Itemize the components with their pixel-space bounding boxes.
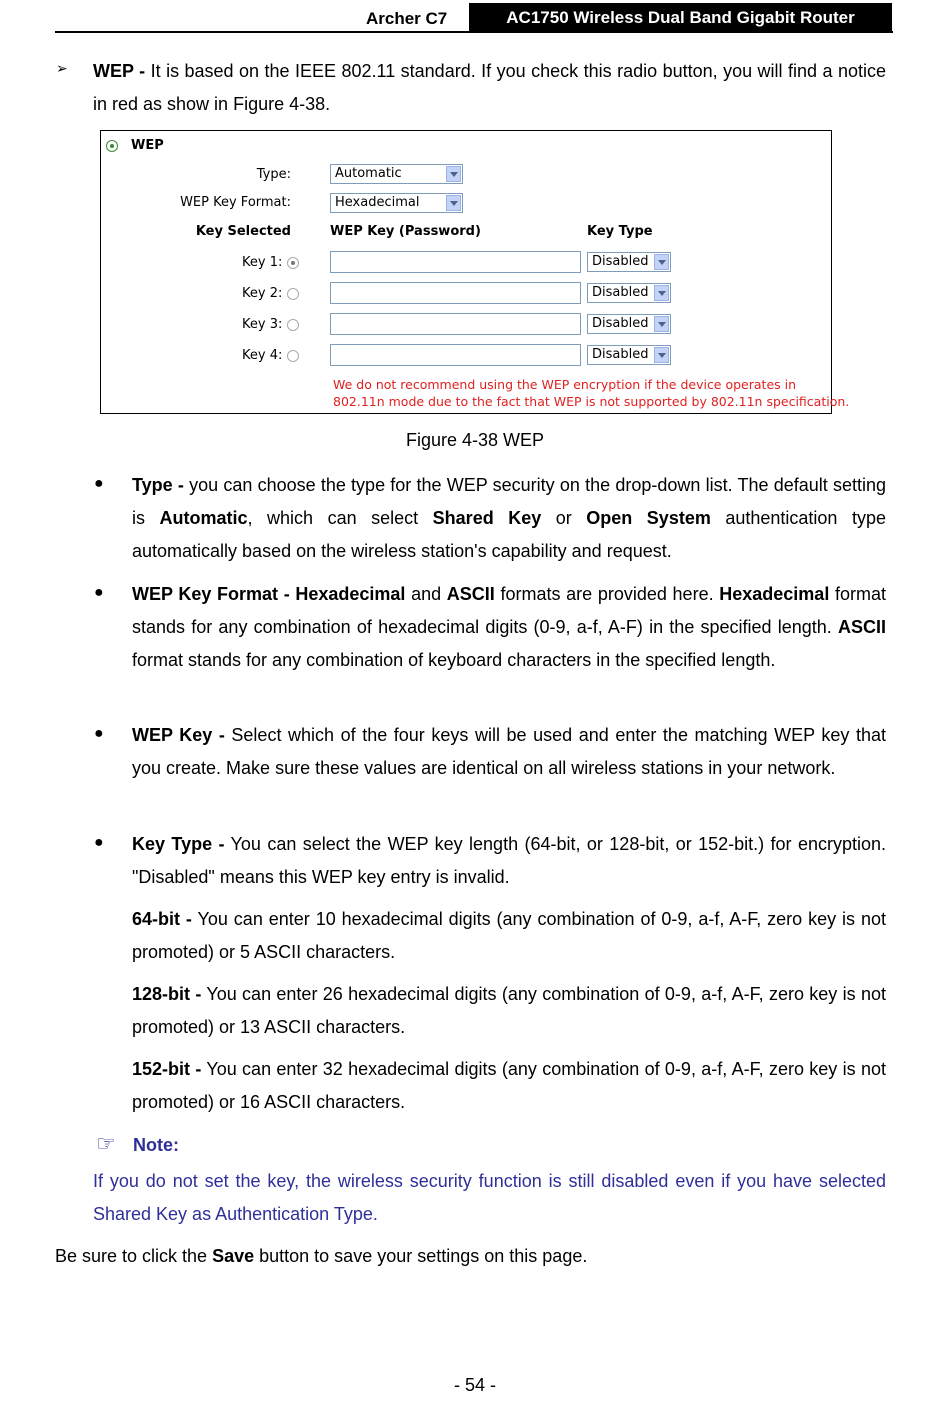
key-type-header: Key Type	[587, 224, 653, 239]
note-text: If you do not set the key, the wireless security function is still disabled even if you have selected Shared Key as Authentication Type.	[93, 1171, 886, 1224]
chevron-down-icon	[654, 347, 669, 363]
closing-save-term: Save	[212, 1246, 255, 1266]
key-4-radio[interactable]	[287, 350, 299, 362]
bullet-wep-key	[132, 719, 886, 785]
key-2-radio[interactable]	[287, 288, 299, 300]
bullet-wep-key-format	[132, 578, 886, 677]
bullet-format-bold-1: ASCII	[446, 584, 495, 604]
chevron-down-icon	[654, 254, 669, 270]
bullet-format-text-3: format stands for any combination of hexadecimal digits (0-9, a-f, A-F) in the specified length.	[132, 584, 887, 637]
bullet-format-text-2: formats are provided here.	[494, 584, 720, 604]
bullet-dot-icon: ●	[94, 834, 104, 851]
bullet-format-bold-3: ASCII	[837, 617, 886, 637]
sub-64-text: You can enter 10 hexadecimal digits (any combination of 0-9, a-f, A-F, zero key is not promoted) or 5 ASCII characters.	[132, 909, 886, 962]
bullet-type-text-2: , which can select	[247, 508, 433, 528]
chevron-down-icon	[446, 195, 461, 211]
intro-text: It is based on the IEEE 802.11 standard. If you check this radio button, you will find a notice in red as show in Figure 4-38.	[93, 61, 887, 114]
bullet-format-bold-2: Hexadecimal	[719, 584, 830, 604]
wep-key-format-value: Hexadecimal	[335, 195, 420, 210]
bullet-type-bold-3: Open System	[586, 508, 711, 528]
bullet-dot-icon: ●	[94, 584, 104, 601]
bullet-type-bold-1: Automatic	[159, 508, 248, 528]
wep-warning-notice	[333, 376, 849, 410]
key-1-input[interactable]	[330, 251, 581, 273]
figure-caption: Figure 4-38 WEP	[405, 430, 545, 450]
bullet-key-term: WEP Key -	[132, 725, 225, 745]
chevron-down-icon	[446, 166, 461, 182]
key-4-type-value: Disabled	[592, 347, 649, 362]
bullet-dot-icon: ●	[94, 475, 104, 492]
header-title: AC1750 Wireless Dual Band Gigabit Router	[469, 3, 892, 32]
key-3-input[interactable]	[330, 313, 581, 335]
bullet-format-text-4: format stands for any combination of keyboard characters in the specified length.	[132, 650, 776, 670]
bullet-type-text-3: or	[541, 508, 587, 528]
key-1-radio[interactable]	[287, 257, 299, 269]
bullet-keytype-text: You can select the WEP key length (64-bit, or 128-bit, or 152-bit.) for encryption. "Disabled" means this WEP key entry is invalid.	[132, 834, 886, 887]
bullet-format-text-1: and	[405, 584, 447, 604]
bullet-type-bold-2: Shared Key	[432, 508, 542, 528]
intro-paragraph	[93, 55, 886, 121]
type-label: Type:	[256, 167, 291, 182]
key-1-type-value: Disabled	[592, 254, 649, 269]
wep-mode-label: WEP	[131, 138, 164, 153]
sub-152-bit	[132, 1053, 886, 1119]
bullet-type-text-1: you can choose the type for the WEP security on the drop-down list. The default setting is	[132, 475, 887, 528]
key-4-label: Key 4:	[242, 348, 283, 363]
sub-64-bit	[132, 903, 886, 969]
sub-128-text: You can enter 26 hexadecimal digits (any combination of 0-9, a-f, A-F, zero key is not promoted) or 13 ASCII characters.	[132, 984, 886, 1037]
bullet-dot-icon: ●	[94, 725, 104, 742]
wep-key-format-label: WEP Key Format:	[180, 195, 291, 210]
bullet-key-type	[132, 828, 886, 894]
key-3-radio[interactable]	[287, 319, 299, 331]
wep-settings-figure	[100, 130, 850, 414]
intro-term: WEP -	[93, 61, 146, 81]
closing-paragraph	[55, 1240, 885, 1273]
hand-pointer-icon: ☞	[96, 1131, 116, 1156]
note-title: Note:	[133, 1135, 179, 1155]
key-3-type-value: Disabled	[592, 316, 649, 331]
wep-radio[interactable]	[106, 140, 118, 152]
arrow-bullet-icon: ➢	[56, 60, 68, 76]
key-2-type-value: Disabled	[592, 285, 649, 300]
bullet-type-text-4: authentication type automatically based on the wireless station's capability and request.	[132, 508, 886, 561]
key-1-label: Key 1:	[242, 255, 283, 270]
sub-152-text: You can enter 32 hexadecimal digits (any combination of 0-9, a-f, A-F, zero key is not promoted) or 16 ASCII characters.	[132, 1059, 886, 1112]
key-2-type-select[interactable]	[587, 283, 671, 303]
bullet-format-term: WEP Key Format - Hexadecimal	[132, 584, 406, 604]
sub-152-term: 152-bit -	[132, 1059, 202, 1079]
sub-128-term: 128-bit -	[132, 984, 202, 1004]
wep-key-header: WEP Key (Password)	[330, 224, 481, 239]
page-number: - 54 -	[453, 1375, 496, 1395]
key-3-type-select[interactable]	[587, 314, 671, 334]
type-select[interactable]	[330, 164, 463, 184]
wep-warning-line-1: We do not recommend using the WEP encryption if the device operates in	[333, 377, 797, 392]
key-2-input[interactable]	[330, 282, 581, 304]
wep-key-format-select[interactable]	[330, 193, 463, 213]
key-1-type-select[interactable]	[587, 252, 671, 272]
key-selected-header: Key Selected	[195, 224, 291, 239]
bullet-type	[132, 469, 886, 568]
bullet-key-text: Select which of the four keys will be used and enter the matching WEP key that you create. Make sure these values are identical on all wireless stations in your network.	[132, 725, 886, 778]
chevron-down-icon	[654, 316, 669, 332]
header-rule	[55, 31, 893, 33]
header-product-name: Archer C7	[366, 9, 448, 28]
closing-text-1: Be sure to click the	[55, 1246, 213, 1266]
bullet-keytype-term: Key Type -	[132, 834, 225, 854]
type-select-value: Automatic	[335, 166, 402, 181]
key-4-type-select[interactable]	[587, 345, 671, 365]
sub-64-term: 64-bit -	[132, 909, 192, 929]
key-3-label: Key 3:	[242, 317, 283, 332]
chevron-down-icon	[654, 285, 669, 301]
wep-warning-line-2: 802.11n mode due to the fact that WEP is not supported by 802.11n specification.	[333, 394, 850, 409]
closing-text-2: button to save your settings on this page.	[254, 1246, 588, 1266]
bullet-type-term: Type -	[132, 475, 184, 495]
key-4-input[interactable]	[330, 344, 581, 366]
key-2-label: Key 2:	[242, 286, 283, 301]
sub-128-bit	[132, 978, 886, 1044]
